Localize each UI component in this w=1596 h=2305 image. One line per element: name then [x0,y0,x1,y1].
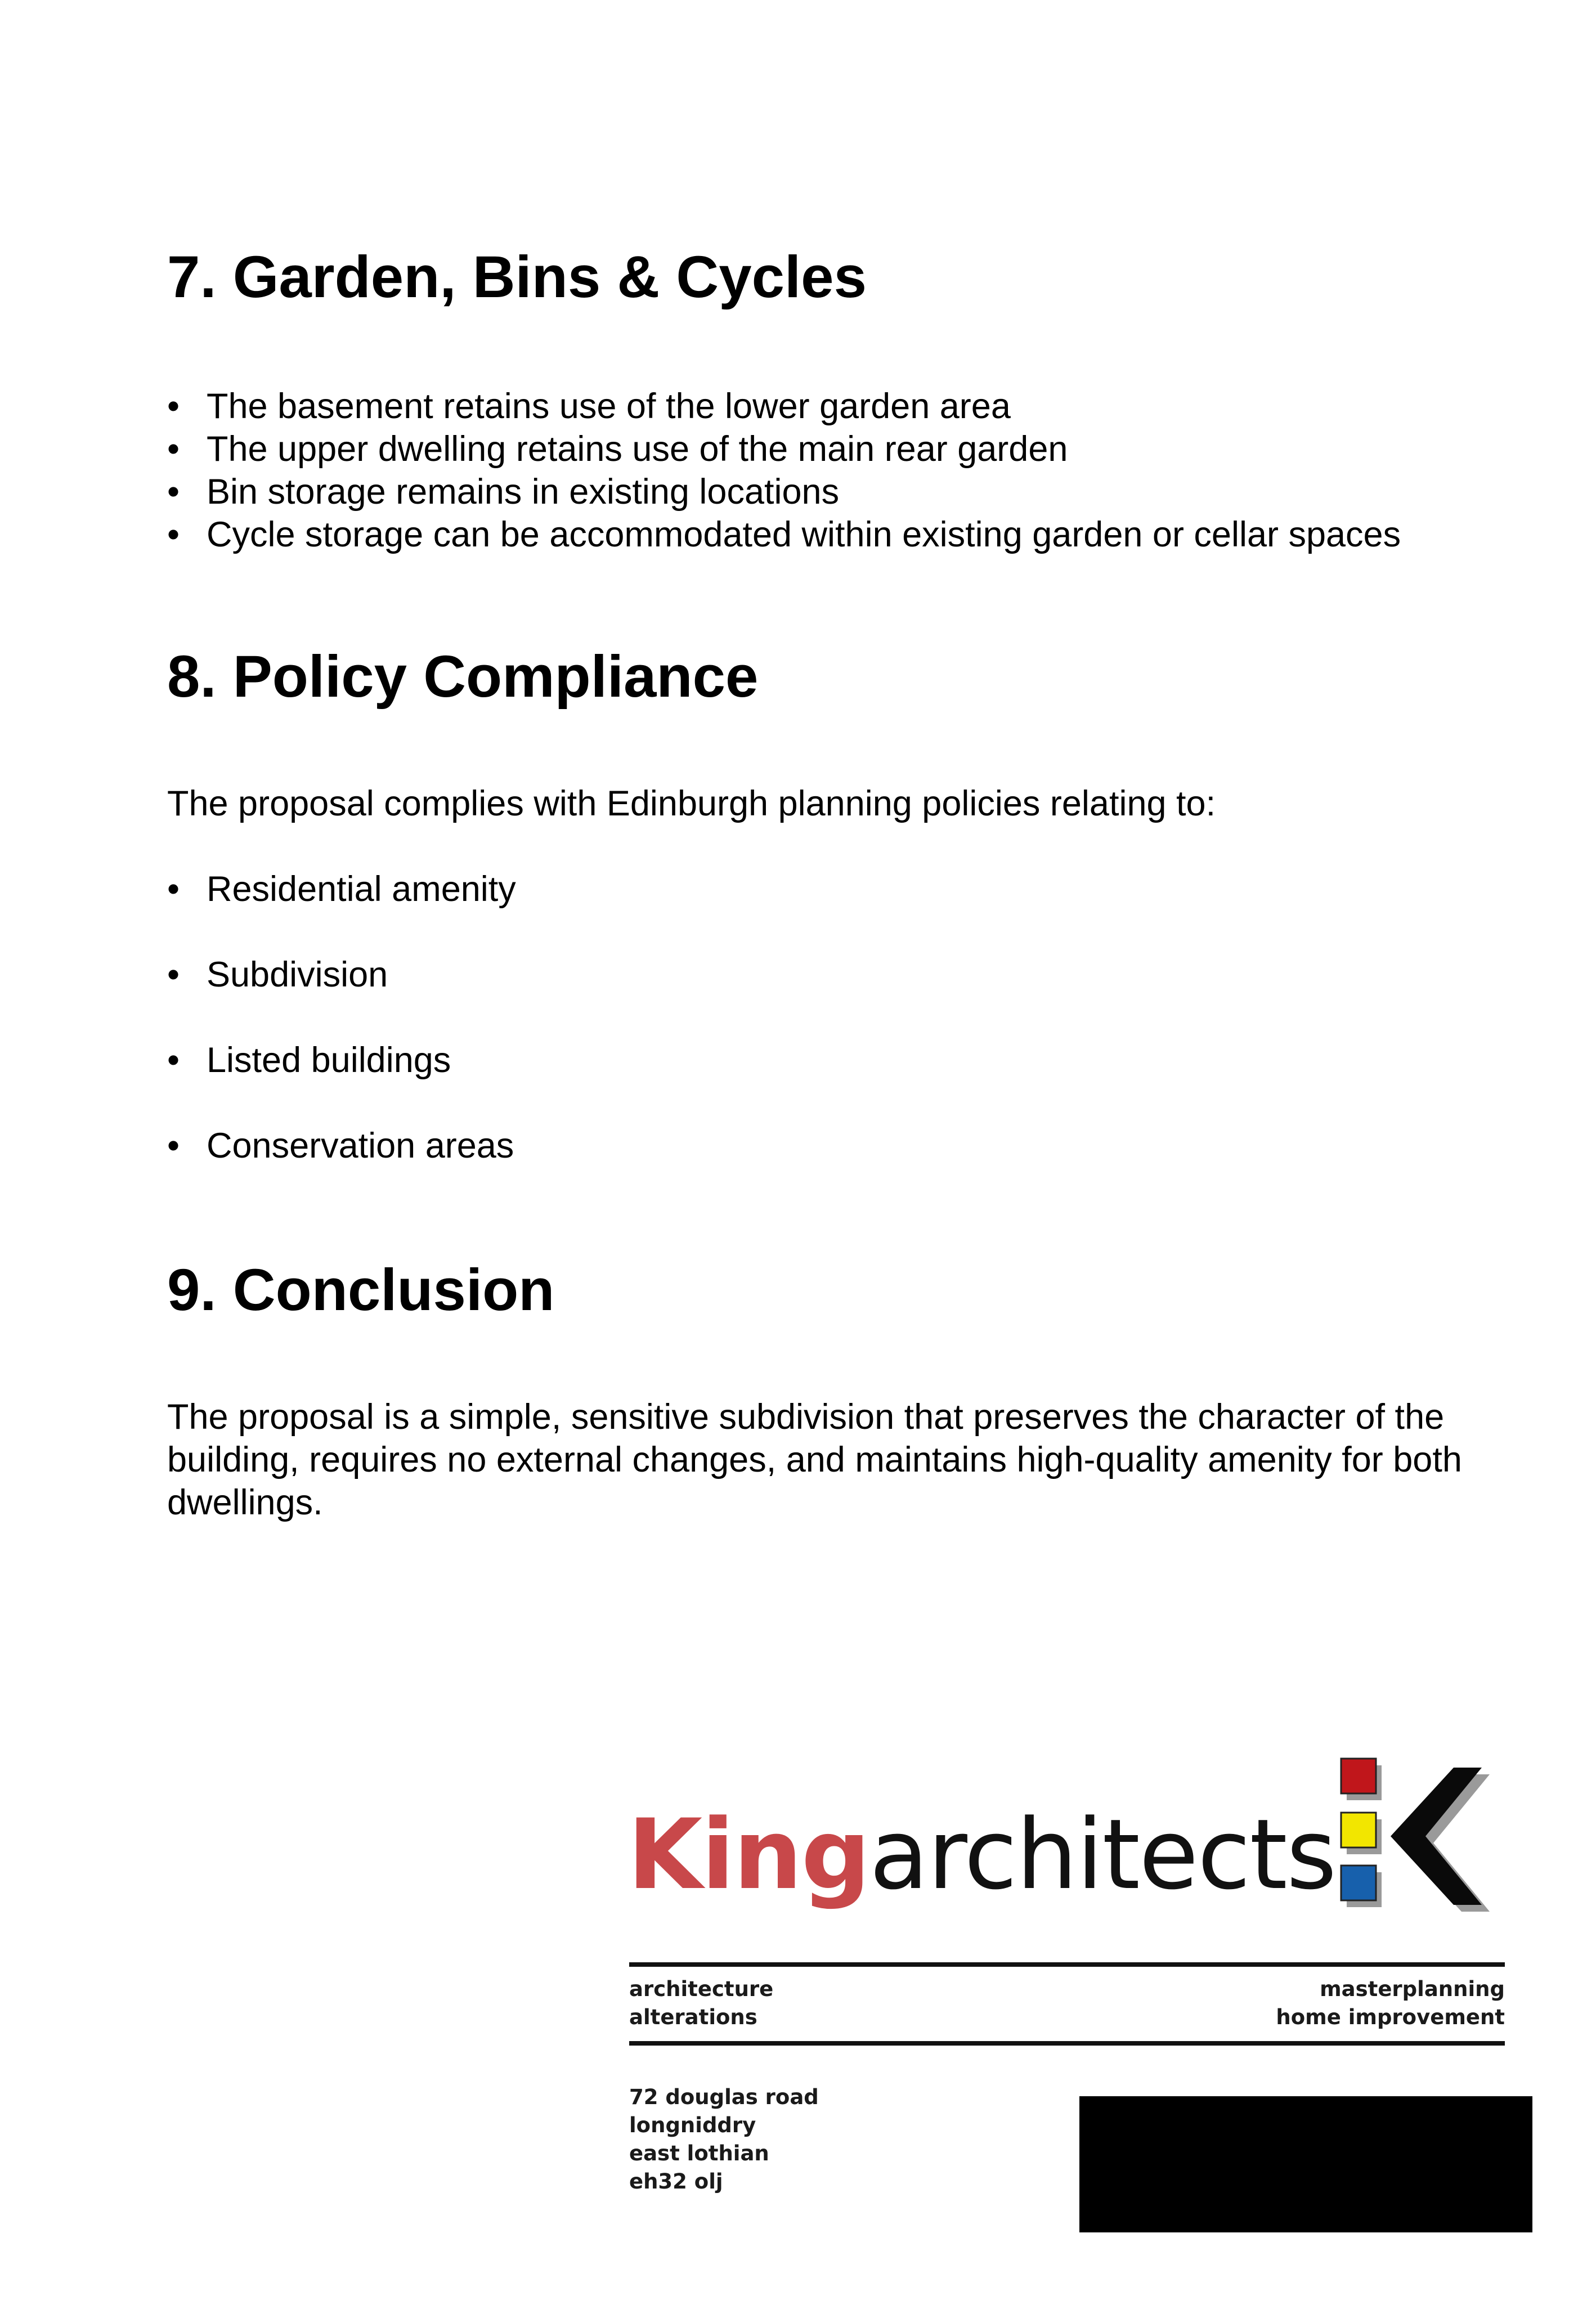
list-item: • Bin storage remains in existing locations [167,470,1401,513]
list-item: • The basement retains use of the lower garden area [167,385,1401,428]
section-heading-policy: 8. Policy Compliance [167,644,759,710]
list-item: • Listed buildings [167,1039,516,1082]
section-heading-garden: 7. Garden, Bins & Cycles [167,244,867,310]
k-logo-mark-icon [1337,1753,1500,1922]
list-item: • Residential amenity [167,868,516,911]
company-logo-wordmark [627,1798,1336,1911]
list-item: • Cycle storage can be accommodated within existing garden or cellar spaces [167,513,1401,556]
list-item: • Subdivision [167,953,516,996]
section-heading-conclusion: 9. Conclusion [167,1257,555,1323]
list-item: • Conservation areas [167,1124,516,1167]
policy-bullet-list [167,868,516,1167]
logo-architects-text: architects [869,1798,1336,1911]
conclusion-body: The proposal is a simple, sensitive subdivision that preserves the character of the building, requires no external changes, and maintains high-quality amenity for both dwellings. [167,1397,1462,1522]
services-right [1223,1975,1505,2032]
service-item: home improvement [1276,2005,1505,2029]
service-item: masterplanning [1320,1977,1505,2001]
service-item: architecture [629,1977,774,2001]
address-line: east lothian [629,2141,769,2165]
address-line: 72 douglas road [629,2085,819,2109]
address-line: longniddry [629,2113,756,2137]
redacted-block [1079,2096,1532,2232]
address-line: eh32 olj [629,2169,723,2194]
services-left [629,1975,773,2032]
policy-intro: The proposal complies with Edinburgh planning policies relating to: [167,784,1216,823]
list-item: • The upper dwelling retains use of the main rear garden [167,428,1401,470]
garden-bullet-list [167,385,1401,556]
footer-rule-top [629,1962,1505,1967]
company-address [629,2083,819,2196]
logo-king-text: King [627,1798,869,1911]
footer-rule-bottom [629,2041,1505,2046]
service-item: alterations [629,2005,757,2029]
